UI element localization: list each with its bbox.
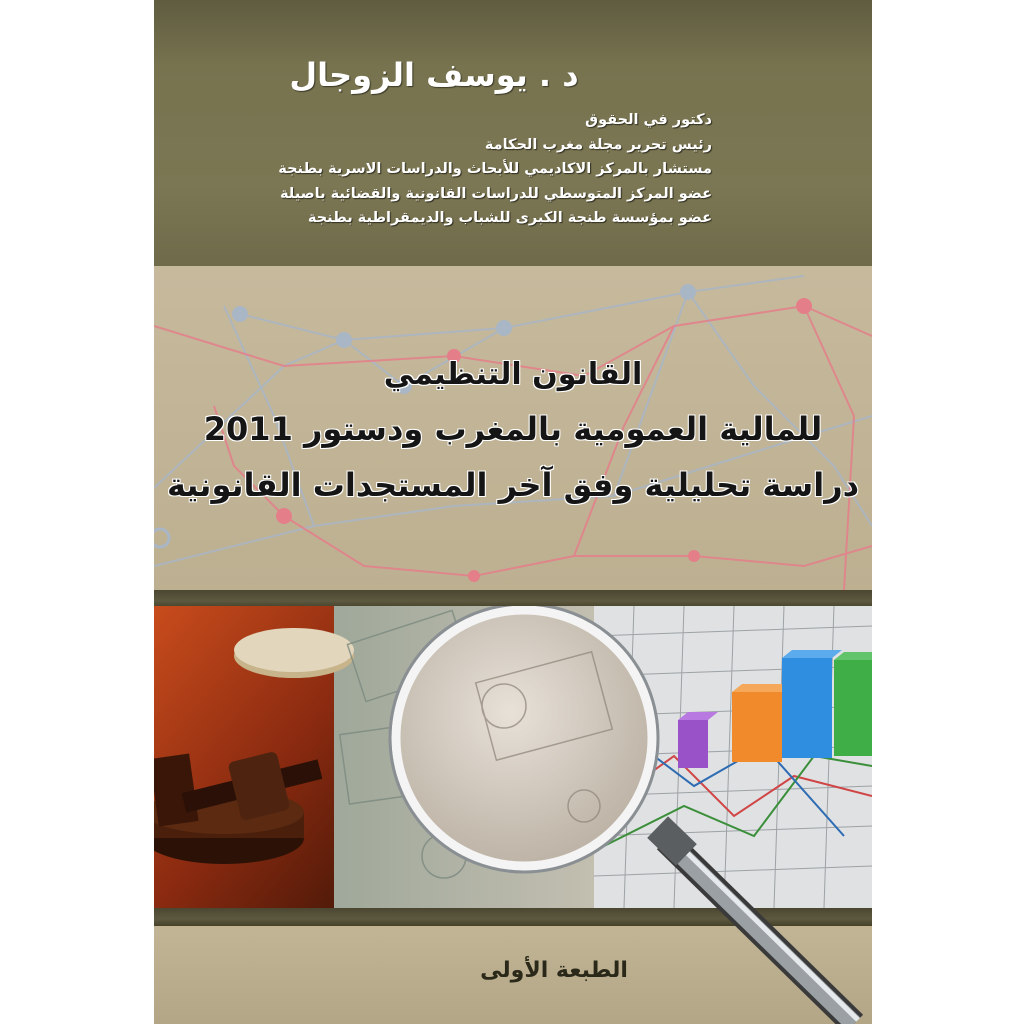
magnifier-handle-graphic (154, 0, 872, 1024)
book-title-line-3: دراسة تحليلية وفق آخر المستجدات القانونية (166, 466, 860, 504)
credential-line: مستشار بالمركز الاكاديمي للأبحاث والدراسات الاسرية بطنجة (278, 161, 712, 177)
author-name: د . يوسف الزوجال (289, 56, 579, 94)
credential-line: رئيس تحرير مجلة مغرب الحكامة (484, 136, 712, 153)
credential-line: عضو بمؤسسة طنجة الكبرى للشباب والديمقراطية بطنجة (307, 210, 712, 226)
book-title-line-1: القانون التنظيمي (383, 357, 643, 392)
book-cover (154, 0, 872, 1024)
credential-line: دكتور في الحقوق (585, 112, 712, 128)
credential-line: عضو المركز المتوسطي للدراسات القانونية والقضائية باصيلة (280, 185, 712, 202)
book-title-line-2: للمالية العمومية بالمغرب ودستور 2011 (203, 410, 823, 448)
edition-label: الطبعة الأولى (480, 958, 628, 983)
